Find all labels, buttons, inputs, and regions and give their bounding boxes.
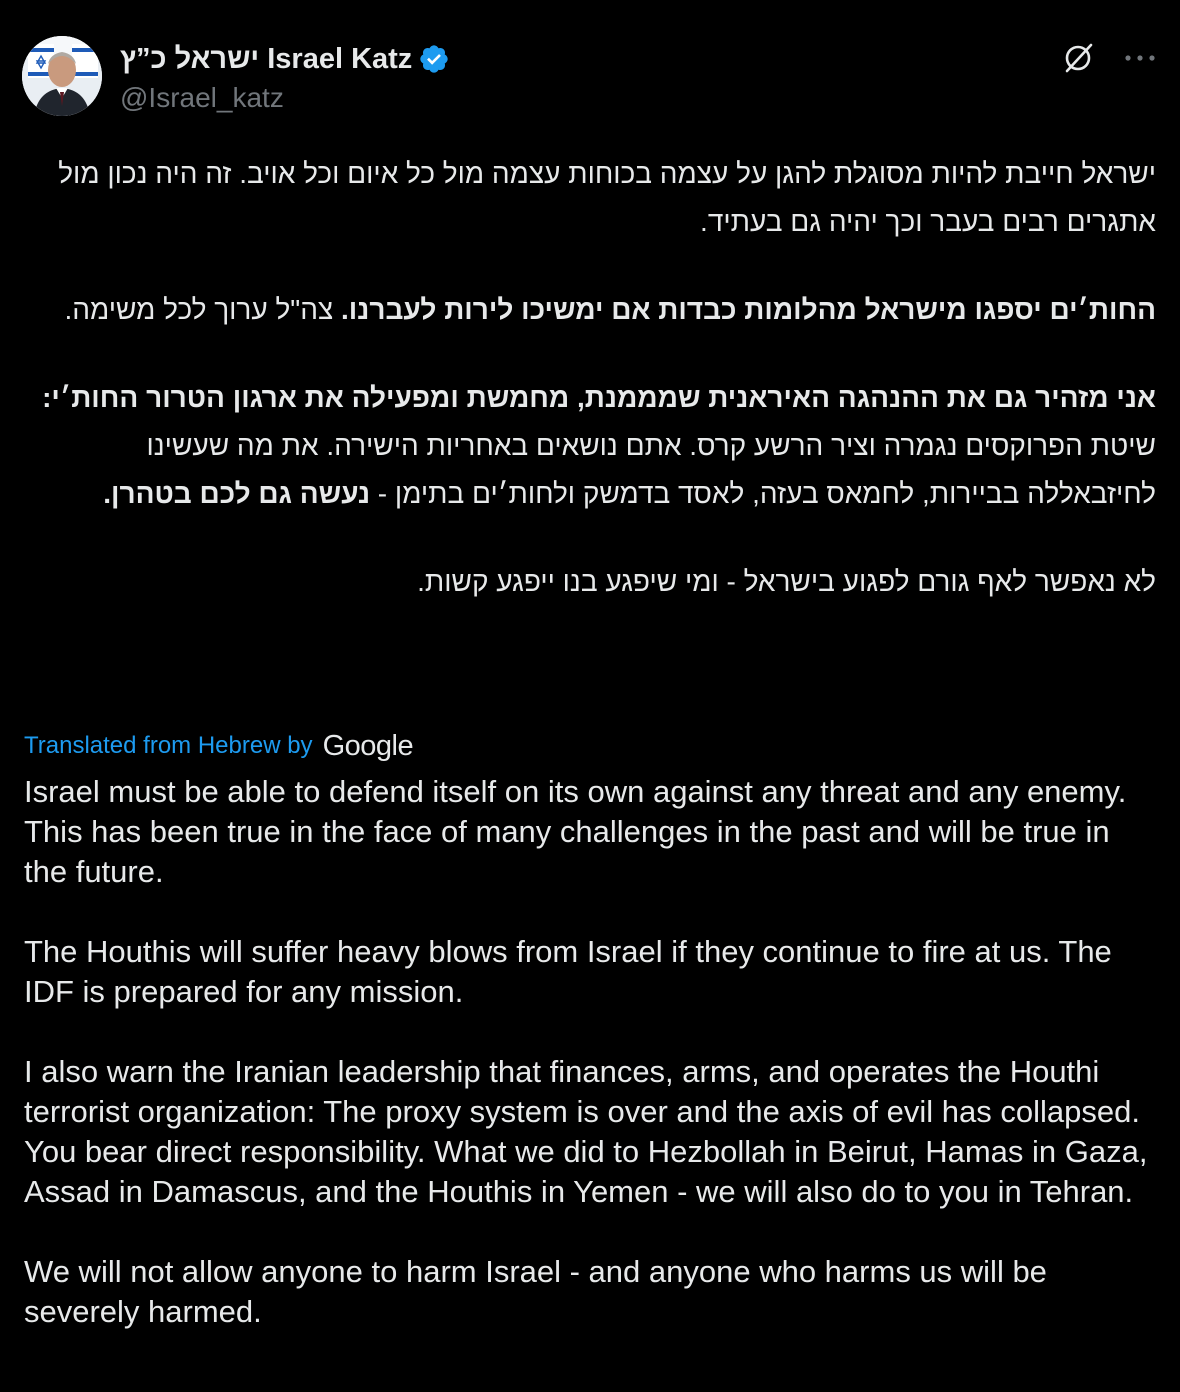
- avatar[interactable]: [22, 36, 102, 116]
- post-actions: [1060, 40, 1158, 76]
- original-paragraph: [24, 558, 1156, 606]
- bold-text-segment: החות׳ים יספגו מישראל מהלומות כבדות אם ימשיכו לירות לעברנו.: [341, 294, 1156, 325]
- user-handle[interactable]: @Israel_katz: [120, 82, 284, 113]
- translated-paragraph: We will not allow anyone to harm Israel - and anyone who harms us will be severely harmed.: [24, 1254, 1047, 1329]
- text-segment: צה"ל ערוך לכל משימה.: [64, 294, 342, 325]
- translated-paragraph: The Houthis will suffer heavy blows from Israel if they continue to fire at us. The IDF is prepared for any mission.: [24, 934, 1112, 1009]
- bold-text-segment: אני מזהיר גם את ההנהגה האיראנית שמממנת, מחמשת ומפעילה את ארגון הטרור החות׳י:: [42, 382, 1156, 413]
- user-avatar-photo: [22, 36, 102, 116]
- original-paragraph: [24, 374, 1156, 518]
- post-header: [22, 36, 1158, 120]
- verified-badge-icon[interactable]: [418, 43, 450, 75]
- translated-from-link[interactable]: Translated from Hebrew by: [24, 732, 313, 759]
- original-text-hebrew: [24, 150, 1156, 606]
- text-segment: ישראל חייבת להיות מסוגלת להגן על עצמה בכוחות עצמה מול כל איום וכל אויב. זה היה נכון מול אתגרים רבים בעבר וכך יהיה גם בעתיד.: [58, 158, 1156, 237]
- text-segment: שיטת הפרוקסים נגמרה וציר הרשע קרס. אתם נושאים באחריות הישירה. את מה שעשינו לחיזבאללה בביירות, לחמאס בעזה, לאסד בדמשק ולחות׳ים בתימן -: [146, 430, 1156, 509]
- original-paragraph: [24, 150, 1156, 246]
- bold-text-segment: נעשה גם לכם בטהרן.: [103, 478, 371, 509]
- translation-attribution: [24, 728, 413, 764]
- author-names: [120, 40, 450, 114]
- translated-text: [24, 772, 1150, 1332]
- translated-paragraph: Israel must be able to defend itself on its own against any threat and any enemy. This has been true in the face of many challenges in the past and will be true in the future.: [24, 774, 1127, 889]
- grok-slash-icon[interactable]: [1060, 40, 1096, 76]
- google-logo: Google: [322, 729, 414, 762]
- display-name-row: [120, 40, 450, 78]
- text-segment: לא נאפשר לאף גורם לפגוע בישראל - ומי שיפגע בנו ייפגע קשות.: [417, 566, 1156, 597]
- display-name[interactable]: ישראל כ”ץ Israel Katz: [120, 42, 413, 75]
- more-dots-icon[interactable]: [1122, 40, 1158, 76]
- original-paragraph: [24, 286, 1156, 334]
- translated-paragraph: I also warn the Iranian leadership that finances, arms, and operates the Houthi terrorist organization: The proxy system is over and the axis of evil has collapsed. You bear direct responsibility. What we did to Hezbollah in Beirut, Hamas in Gaza, Assad in Damascus, and the Houthis in Yemen - we will also do to you in Tehran.: [24, 1054, 1148, 1209]
